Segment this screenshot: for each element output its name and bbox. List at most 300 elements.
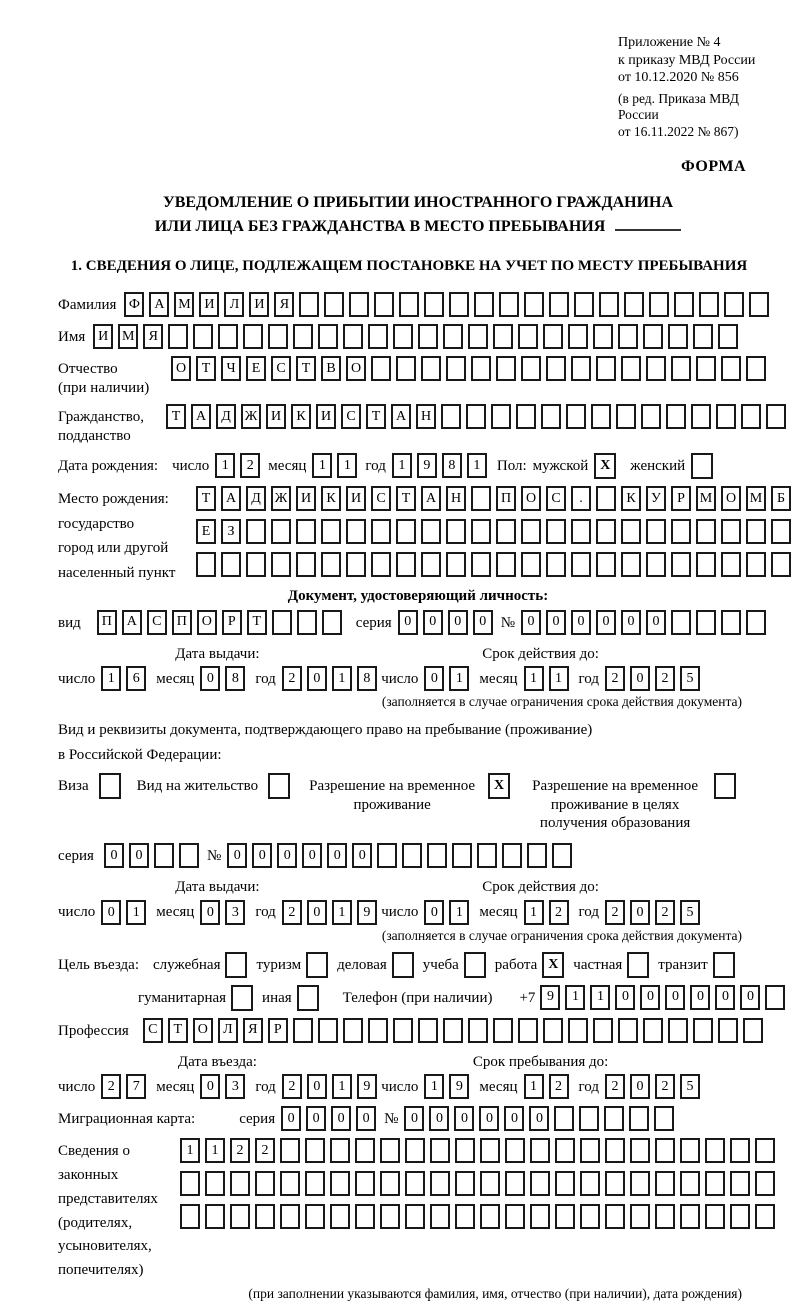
- char-box[interactable]: 2: [605, 900, 625, 925]
- char-box[interactable]: [399, 292, 419, 317]
- purpose-other-checkbox[interactable]: [297, 985, 319, 1011]
- char-box[interactable]: Т: [196, 356, 216, 381]
- char-box[interactable]: 0: [277, 843, 297, 868]
- char-box[interactable]: П: [496, 486, 516, 511]
- char-box[interactable]: 1: [524, 900, 544, 925]
- char-box[interactable]: 8: [225, 666, 245, 691]
- char-box[interactable]: И: [266, 404, 286, 429]
- temporary-residence-checkbox[interactable]: X: [488, 773, 510, 799]
- char-box[interactable]: [666, 404, 686, 429]
- char-box[interactable]: О: [521, 486, 541, 511]
- char-box[interactable]: [368, 1018, 388, 1043]
- char-box[interactable]: [271, 552, 291, 577]
- char-box[interactable]: [580, 1204, 600, 1229]
- char-box[interactable]: С: [147, 610, 167, 635]
- purpose-transit-checkbox[interactable]: [713, 952, 735, 978]
- char-box[interactable]: 0: [302, 843, 322, 868]
- char-box[interactable]: [541, 404, 561, 429]
- char-box[interactable]: [455, 1204, 475, 1229]
- char-box[interactable]: 0: [690, 985, 710, 1010]
- char-box[interactable]: [405, 1204, 425, 1229]
- char-box[interactable]: [696, 552, 716, 577]
- char-box[interactable]: [543, 1018, 563, 1043]
- char-box[interactable]: К: [321, 486, 341, 511]
- char-box[interactable]: 0: [740, 985, 760, 1010]
- char-box[interactable]: И: [296, 486, 316, 511]
- char-box[interactable]: [743, 1018, 763, 1043]
- char-box[interactable]: 0: [331, 1106, 351, 1131]
- char-box[interactable]: 0: [715, 985, 735, 1010]
- char-box[interactable]: [268, 324, 288, 349]
- char-box[interactable]: [305, 1138, 325, 1163]
- char-box[interactable]: [496, 519, 516, 544]
- char-box[interactable]: [746, 552, 766, 577]
- char-box[interactable]: 0: [104, 843, 124, 868]
- char-box[interactable]: [346, 519, 366, 544]
- char-box[interactable]: 1: [424, 1074, 444, 1099]
- char-box[interactable]: О: [193, 1018, 213, 1043]
- char-box[interactable]: [480, 1171, 500, 1196]
- char-box[interactable]: 5: [680, 666, 700, 691]
- char-box[interactable]: [655, 1171, 675, 1196]
- char-box[interactable]: 6: [126, 666, 146, 691]
- char-box[interactable]: 1: [549, 666, 569, 691]
- char-box[interactable]: 1: [467, 453, 487, 478]
- char-box[interactable]: [441, 404, 461, 429]
- char-box[interactable]: [671, 519, 691, 544]
- char-box[interactable]: [765, 985, 785, 1010]
- char-box[interactable]: [668, 1018, 688, 1043]
- char-box[interactable]: 1: [215, 453, 235, 478]
- char-box[interactable]: [180, 1204, 200, 1229]
- char-box[interactable]: 1: [565, 985, 585, 1010]
- char-box[interactable]: [580, 1138, 600, 1163]
- char-box[interactable]: [471, 486, 491, 511]
- char-box[interactable]: Т: [166, 404, 186, 429]
- char-box[interactable]: [596, 486, 616, 511]
- char-box[interactable]: А: [421, 486, 441, 511]
- char-box[interactable]: 1: [332, 1074, 352, 1099]
- char-box[interactable]: 0: [398, 610, 418, 635]
- char-box[interactable]: [471, 519, 491, 544]
- char-box[interactable]: [505, 1138, 525, 1163]
- char-box[interactable]: [474, 292, 494, 317]
- char-box[interactable]: [755, 1138, 775, 1163]
- purpose-humanitarian-checkbox[interactable]: [231, 985, 253, 1011]
- char-box[interactable]: [443, 324, 463, 349]
- char-box[interactable]: Л: [218, 1018, 238, 1043]
- char-box[interactable]: [318, 1018, 338, 1043]
- char-box[interactable]: 8: [442, 453, 462, 478]
- char-box[interactable]: 7: [126, 1074, 146, 1099]
- char-box[interactable]: 0: [101, 900, 121, 925]
- char-box[interactable]: [280, 1171, 300, 1196]
- char-box[interactable]: [255, 1204, 275, 1229]
- char-box[interactable]: [571, 519, 591, 544]
- char-box[interactable]: А: [191, 404, 211, 429]
- char-box[interactable]: [593, 1018, 613, 1043]
- char-box[interactable]: [755, 1204, 775, 1229]
- char-box[interactable]: [393, 1018, 413, 1043]
- char-box[interactable]: [421, 519, 441, 544]
- char-box[interactable]: [646, 519, 666, 544]
- char-box[interactable]: М: [746, 486, 766, 511]
- char-box[interactable]: [721, 610, 741, 635]
- char-box[interactable]: С: [341, 404, 361, 429]
- char-box[interactable]: [571, 552, 591, 577]
- char-box[interactable]: [618, 324, 638, 349]
- char-box[interactable]: [374, 292, 394, 317]
- char-box[interactable]: [297, 610, 317, 635]
- char-box[interactable]: [668, 324, 688, 349]
- char-box[interactable]: 0: [424, 666, 444, 691]
- char-box[interactable]: 0: [571, 610, 591, 635]
- char-box[interactable]: [546, 552, 566, 577]
- char-box[interactable]: П: [172, 610, 192, 635]
- char-box[interactable]: [527, 843, 547, 868]
- char-box[interactable]: А: [149, 292, 169, 317]
- char-box[interactable]: П: [97, 610, 117, 635]
- char-box[interactable]: 0: [252, 843, 272, 868]
- char-box[interactable]: 0: [404, 1106, 424, 1131]
- char-box[interactable]: [530, 1138, 550, 1163]
- char-box[interactable]: 0: [227, 843, 247, 868]
- char-box[interactable]: [280, 1138, 300, 1163]
- char-box[interactable]: [574, 292, 594, 317]
- char-box[interactable]: М: [696, 486, 716, 511]
- char-box[interactable]: С: [546, 486, 566, 511]
- char-box[interactable]: [255, 1171, 275, 1196]
- char-box[interactable]: 2: [282, 900, 302, 925]
- char-box[interactable]: Н: [446, 486, 466, 511]
- char-box[interactable]: [596, 552, 616, 577]
- char-box[interactable]: 1: [337, 453, 357, 478]
- char-box[interactable]: 2: [282, 666, 302, 691]
- char-box[interactable]: [604, 1106, 624, 1131]
- char-box[interactable]: [343, 1018, 363, 1043]
- char-box[interactable]: [168, 324, 188, 349]
- char-box[interactable]: [521, 552, 541, 577]
- char-box[interactable]: [530, 1204, 550, 1229]
- char-box[interactable]: К: [621, 486, 641, 511]
- char-box[interactable]: 1: [590, 985, 610, 1010]
- char-box[interactable]: [654, 1106, 674, 1131]
- char-box[interactable]: К: [291, 404, 311, 429]
- char-box[interactable]: 0: [352, 843, 372, 868]
- temporary-residence-education-checkbox[interactable]: [714, 773, 736, 799]
- char-box[interactable]: [596, 519, 616, 544]
- char-box[interactable]: [554, 1106, 574, 1131]
- char-box[interactable]: [246, 552, 266, 577]
- char-box[interactable]: О: [721, 486, 741, 511]
- char-box[interactable]: [496, 356, 516, 381]
- char-box[interactable]: Д: [246, 486, 266, 511]
- char-box[interactable]: [296, 552, 316, 577]
- char-box[interactable]: [371, 552, 391, 577]
- char-box[interactable]: [705, 1171, 725, 1196]
- char-box[interactable]: [368, 324, 388, 349]
- char-box[interactable]: 5: [680, 900, 700, 925]
- char-box[interactable]: [730, 1138, 750, 1163]
- char-box[interactable]: [418, 324, 438, 349]
- char-box[interactable]: [296, 519, 316, 544]
- char-box[interactable]: [477, 843, 497, 868]
- char-box[interactable]: [371, 519, 391, 544]
- char-box[interactable]: [305, 1171, 325, 1196]
- char-box[interactable]: [466, 404, 486, 429]
- char-box[interactable]: 0: [479, 1106, 499, 1131]
- char-box[interactable]: [568, 1018, 588, 1043]
- char-box[interactable]: Т: [247, 610, 267, 635]
- char-box[interactable]: Я: [274, 292, 294, 317]
- char-box[interactable]: [449, 292, 469, 317]
- char-box[interactable]: М: [174, 292, 194, 317]
- char-box[interactable]: С: [371, 486, 391, 511]
- char-box[interactable]: [493, 324, 513, 349]
- char-box[interactable]: 0: [454, 1106, 474, 1131]
- char-box[interactable]: Р: [268, 1018, 288, 1043]
- char-box[interactable]: 5: [680, 1074, 700, 1099]
- char-box[interactable]: 0: [630, 900, 650, 925]
- char-box[interactable]: [430, 1138, 450, 1163]
- char-box[interactable]: 9: [357, 1074, 377, 1099]
- char-box[interactable]: [424, 292, 444, 317]
- char-box[interactable]: [521, 356, 541, 381]
- char-box[interactable]: [471, 552, 491, 577]
- char-box[interactable]: [643, 1018, 663, 1043]
- char-box[interactable]: 9: [357, 900, 377, 925]
- char-box[interactable]: [624, 292, 644, 317]
- char-box[interactable]: [480, 1138, 500, 1163]
- char-box[interactable]: [396, 356, 416, 381]
- char-box[interactable]: [546, 356, 566, 381]
- char-box[interactable]: [605, 1204, 625, 1229]
- char-box[interactable]: [721, 552, 741, 577]
- char-box[interactable]: 0: [200, 1074, 220, 1099]
- char-box[interactable]: 1: [524, 666, 544, 691]
- char-box[interactable]: [521, 519, 541, 544]
- char-box[interactable]: [730, 1171, 750, 1196]
- char-box[interactable]: [674, 292, 694, 317]
- char-box[interactable]: 2: [655, 1074, 675, 1099]
- char-box[interactable]: [179, 843, 199, 868]
- purpose-tourism-checkbox[interactable]: [306, 952, 328, 978]
- char-box[interactable]: [546, 519, 566, 544]
- char-box[interactable]: 1: [332, 900, 352, 925]
- char-box[interactable]: [396, 552, 416, 577]
- char-box[interactable]: [555, 1171, 575, 1196]
- char-box[interactable]: [405, 1138, 425, 1163]
- char-box[interactable]: 0: [429, 1106, 449, 1131]
- char-box[interactable]: 9: [449, 1074, 469, 1099]
- char-box[interactable]: 0: [640, 985, 660, 1010]
- char-box[interactable]: [355, 1138, 375, 1163]
- char-box[interactable]: 0: [306, 1106, 326, 1131]
- char-box[interactable]: [643, 324, 663, 349]
- char-box[interactable]: [218, 324, 238, 349]
- char-box[interactable]: 0: [327, 843, 347, 868]
- purpose-official-checkbox[interactable]: [225, 952, 247, 978]
- char-box[interactable]: 0: [200, 666, 220, 691]
- char-box[interactable]: [468, 324, 488, 349]
- char-box[interactable]: 0: [596, 610, 616, 635]
- char-box[interactable]: [721, 356, 741, 381]
- char-box[interactable]: [705, 1204, 725, 1229]
- sex-male-checkbox[interactable]: X: [594, 453, 616, 479]
- char-box[interactable]: [621, 356, 641, 381]
- char-box[interactable]: [618, 1018, 638, 1043]
- char-box[interactable]: И: [249, 292, 269, 317]
- char-box[interactable]: Б: [771, 486, 791, 511]
- char-box[interactable]: [330, 1138, 350, 1163]
- char-box[interactable]: [380, 1204, 400, 1229]
- char-box[interactable]: [593, 324, 613, 349]
- char-box[interactable]: [630, 1138, 650, 1163]
- char-box[interactable]: [566, 404, 586, 429]
- char-box[interactable]: А: [221, 486, 241, 511]
- char-box[interactable]: [196, 552, 216, 577]
- char-box[interactable]: 0: [281, 1106, 301, 1131]
- char-box[interactable]: 2: [255, 1138, 275, 1163]
- char-box[interactable]: [271, 519, 291, 544]
- char-box[interactable]: [305, 1204, 325, 1229]
- char-box[interactable]: [568, 324, 588, 349]
- char-box[interactable]: [646, 356, 666, 381]
- char-box[interactable]: 1: [180, 1138, 200, 1163]
- char-box[interactable]: [293, 324, 313, 349]
- char-box[interactable]: М: [118, 324, 138, 349]
- char-box[interactable]: [716, 404, 736, 429]
- char-box[interactable]: 0: [200, 900, 220, 925]
- char-box[interactable]: [330, 1171, 350, 1196]
- char-box[interactable]: [721, 519, 741, 544]
- char-box[interactable]: [630, 1204, 650, 1229]
- char-box[interactable]: [571, 356, 591, 381]
- char-box[interactable]: [502, 843, 522, 868]
- char-box[interactable]: [543, 324, 563, 349]
- char-box[interactable]: [480, 1204, 500, 1229]
- char-box[interactable]: 2: [230, 1138, 250, 1163]
- char-box[interactable]: Р: [671, 486, 691, 511]
- char-box[interactable]: [272, 610, 292, 635]
- char-box[interactable]: [321, 552, 341, 577]
- char-box[interactable]: 1: [449, 666, 469, 691]
- char-box[interactable]: О: [171, 356, 191, 381]
- char-box[interactable]: [655, 1204, 675, 1229]
- char-box[interactable]: [180, 1171, 200, 1196]
- char-box[interactable]: [518, 324, 538, 349]
- char-box[interactable]: [696, 610, 716, 635]
- char-box[interactable]: [671, 552, 691, 577]
- char-box[interactable]: [591, 404, 611, 429]
- char-box[interactable]: [530, 1171, 550, 1196]
- char-box[interactable]: [393, 324, 413, 349]
- char-box[interactable]: [646, 552, 666, 577]
- char-box[interactable]: [605, 1138, 625, 1163]
- char-box[interactable]: С: [143, 1018, 163, 1043]
- char-box[interactable]: [579, 1106, 599, 1131]
- char-box[interactable]: [555, 1204, 575, 1229]
- char-box[interactable]: [496, 552, 516, 577]
- char-box[interactable]: [746, 519, 766, 544]
- char-box[interactable]: 2: [655, 666, 675, 691]
- char-box[interactable]: [741, 404, 761, 429]
- sex-female-checkbox[interactable]: [691, 453, 713, 479]
- char-box[interactable]: [468, 1018, 488, 1043]
- char-box[interactable]: [355, 1204, 375, 1229]
- char-box[interactable]: [680, 1138, 700, 1163]
- char-box[interactable]: 9: [540, 985, 560, 1010]
- char-box[interactable]: [299, 292, 319, 317]
- char-box[interactable]: [771, 552, 791, 577]
- char-box[interactable]: [421, 552, 441, 577]
- char-box[interactable]: 0: [307, 1074, 327, 1099]
- char-box[interactable]: [446, 356, 466, 381]
- char-box[interactable]: [724, 292, 744, 317]
- char-box[interactable]: 0: [423, 610, 443, 635]
- char-box[interactable]: [349, 292, 369, 317]
- char-box[interactable]: [649, 292, 669, 317]
- char-box[interactable]: И: [316, 404, 336, 429]
- char-box[interactable]: [605, 1171, 625, 1196]
- char-box[interactable]: [552, 843, 572, 868]
- char-box[interactable]: [693, 1018, 713, 1043]
- char-box[interactable]: 1: [101, 666, 121, 691]
- char-box[interactable]: 0: [307, 666, 327, 691]
- char-box[interactable]: [493, 1018, 513, 1043]
- char-box[interactable]: Д: [216, 404, 236, 429]
- char-box[interactable]: [471, 356, 491, 381]
- char-box[interactable]: [402, 843, 422, 868]
- char-box[interactable]: [418, 1018, 438, 1043]
- char-box[interactable]: [596, 356, 616, 381]
- char-box[interactable]: .: [571, 486, 591, 511]
- char-box[interactable]: С: [271, 356, 291, 381]
- char-box[interactable]: [405, 1171, 425, 1196]
- char-box[interactable]: Е: [196, 519, 216, 544]
- purpose-private-checkbox[interactable]: [627, 952, 649, 978]
- char-box[interactable]: [518, 1018, 538, 1043]
- char-box[interactable]: 0: [630, 666, 650, 691]
- char-box[interactable]: 0: [129, 843, 149, 868]
- char-box[interactable]: [680, 1204, 700, 1229]
- char-box[interactable]: [446, 552, 466, 577]
- char-box[interactable]: [616, 404, 636, 429]
- char-box[interactable]: [746, 356, 766, 381]
- char-box[interactable]: [629, 1106, 649, 1131]
- char-box[interactable]: 0: [646, 610, 666, 635]
- char-box[interactable]: 1: [449, 900, 469, 925]
- char-box[interactable]: [371, 356, 391, 381]
- char-box[interactable]: 2: [282, 1074, 302, 1099]
- char-box[interactable]: 2: [101, 1074, 121, 1099]
- char-box[interactable]: [699, 292, 719, 317]
- char-box[interactable]: [230, 1171, 250, 1196]
- char-box[interactable]: Ж: [271, 486, 291, 511]
- char-box[interactable]: Т: [396, 486, 416, 511]
- char-box[interactable]: [421, 356, 441, 381]
- char-box[interactable]: 0: [529, 1106, 549, 1131]
- char-box[interactable]: 0: [504, 1106, 524, 1131]
- char-box[interactable]: 0: [307, 900, 327, 925]
- char-box[interactable]: 2: [605, 1074, 625, 1099]
- char-box[interactable]: [293, 1018, 313, 1043]
- char-box[interactable]: У: [646, 486, 666, 511]
- char-box[interactable]: 3: [225, 900, 245, 925]
- char-box[interactable]: Ч: [221, 356, 241, 381]
- char-box[interactable]: 0: [546, 610, 566, 635]
- char-box[interactable]: [491, 404, 511, 429]
